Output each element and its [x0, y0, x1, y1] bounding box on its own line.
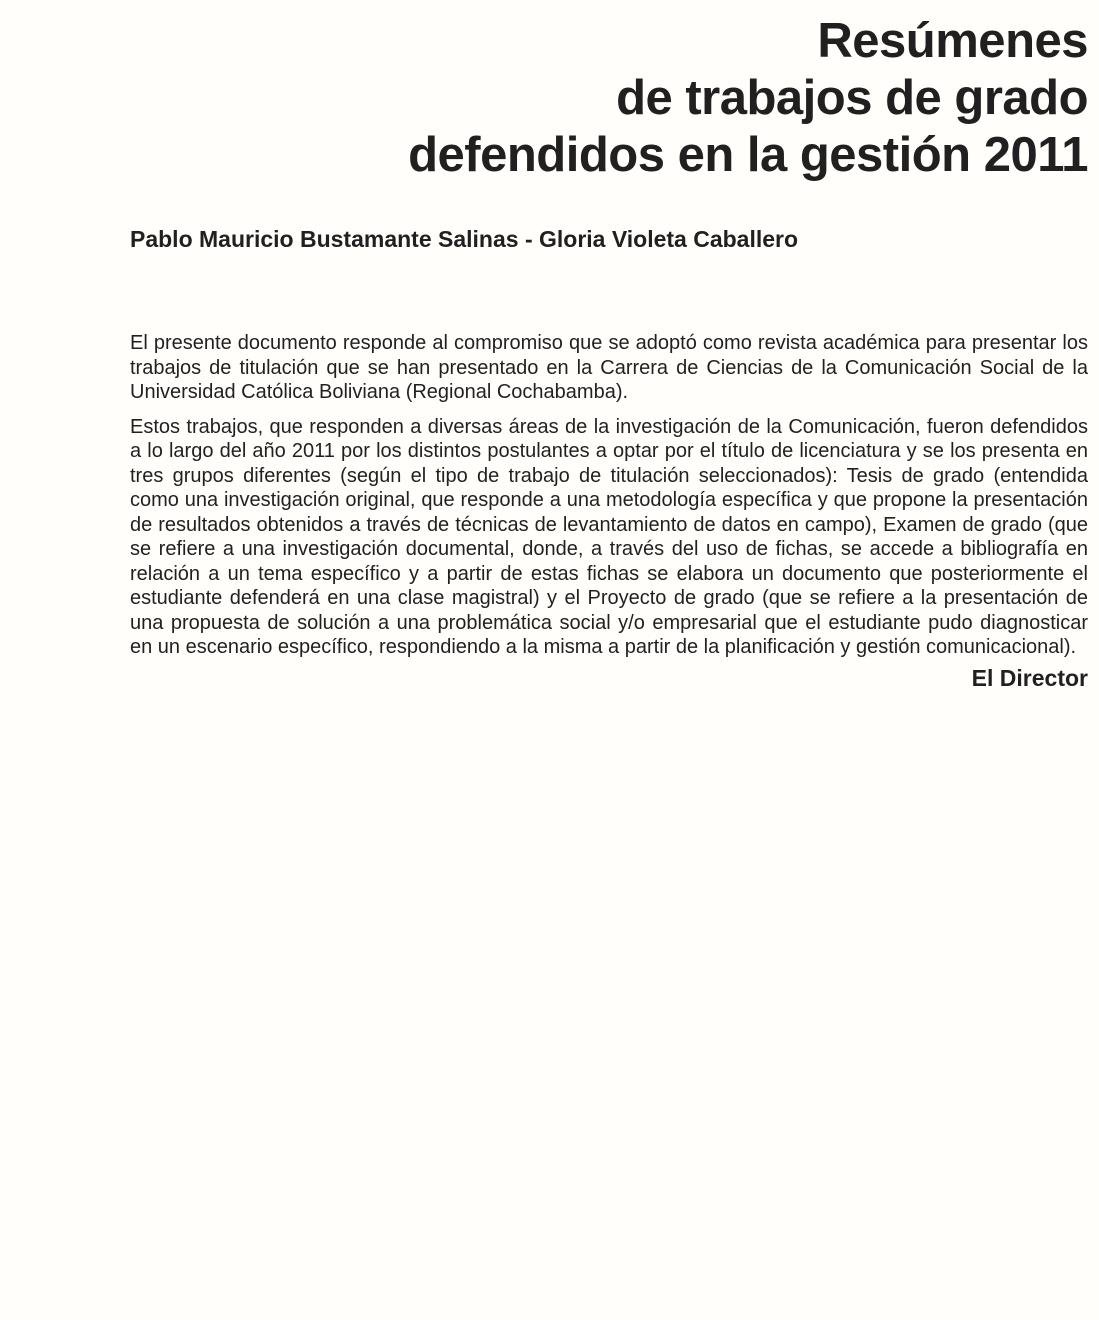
title-line-2: de trabajos de grado: [616, 71, 1088, 125]
authors-line: Pablo Mauricio Bustamante Salinas - Gloria Violeta Caballero: [130, 226, 799, 252]
intro-paragraph: El presente documento responde al compromiso que se adoptó como revista académica para presentar los trabajos de titulación que se han presentado en la Carrera de Ciencias de la Comunicación Social de la Universidad Católica Boliviana (Regional Cochabamba).: [130, 332, 1088, 403]
signature-line: El Director: [971, 664, 1088, 691]
title-line-1: Resúmenes: [817, 14, 1088, 68]
description-paragraph: Estos trabajos, que responden a diversas áreas de la investigación de la Comunicación, fueron defendidos a lo largo del año 2011 por los distintos postulantes a optar por el título de licenciatura y se los presenta en tres grupos diferentes (según el tipo de trabajo de titulación seleccionados): Tesis de grado (entendida como una investigación original, que responde a una metodología específica y que propone la presentación de resultados obtenidos a través de técnicas de levantamiento de datos en campo), Examen de grado (que se refiere a una investigación documental, donde, a través del uso de fichas, se accede a bibliografía en relación a un tema específico y a partir de estas fichas se elabora un documento que posteriormente el estudiante defenderá en una clase magistral) y el Proyecto de grado (que se refiere a la presentación de una propuesta de solución a una problemática social y/o empresarial que el estudiante pudo diagnosticar en un escenario específico, respondiendo a la misma a partir de la planificación y gestión comunicacional).: [130, 415, 1088, 658]
title-line-3: defendidos en la gestión 2011: [408, 128, 1088, 182]
page-title: [130, 13, 1088, 184]
document-content: [130, 13, 1088, 692]
